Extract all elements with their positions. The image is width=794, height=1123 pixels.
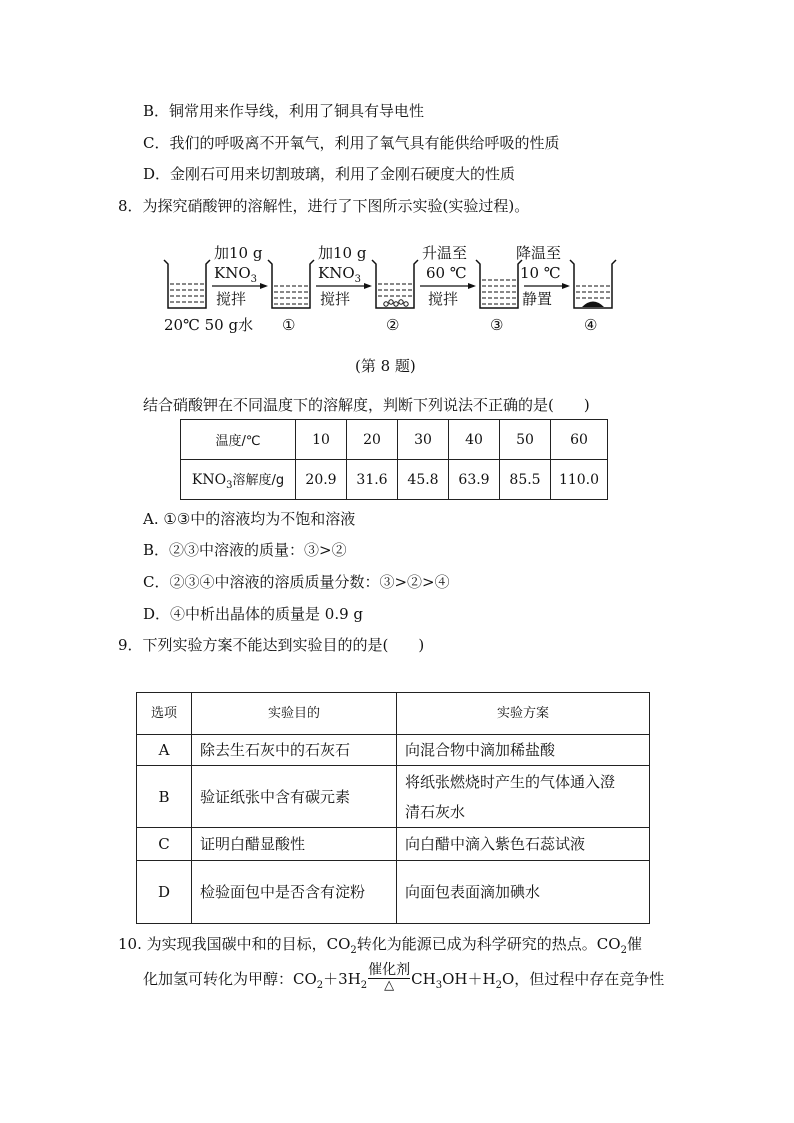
temperature-header: 温度/℃ (181, 420, 296, 460)
solubility-cell: 31.6 (347, 460, 398, 500)
beaker-initial-label: 20℃ 50 g水 (164, 316, 254, 334)
solubility-header: $KNO_3$溶解度/g (181, 460, 296, 500)
step1-top-label: 加10 g (214, 244, 263, 262)
arrow-step-3 (420, 244, 476, 308)
option-header: 选项 (137, 693, 192, 735)
solubility-cell: 110.0 (551, 460, 608, 500)
q8-option-c: C．②③④中溶液的溶质质量分数：③>②>④ (143, 573, 450, 591)
purpose-header: 实验目的 (192, 693, 397, 735)
solubility-table (180, 419, 608, 500)
step1-kno3-label: KNO (214, 264, 251, 282)
purpose-cell: 证明白醋显酸性 (192, 828, 397, 861)
q8-option-a: A. ①③中的溶液均为不饱和溶液 (143, 510, 356, 528)
purpose-cell: 除去生石灰中的石灰石 (192, 735, 397, 766)
arrow-step-1 (212, 244, 268, 308)
step4-bottom-label: 静置 (522, 290, 553, 308)
beaker-3-label: ③ (490, 316, 504, 334)
experiment-plan-table (136, 692, 650, 924)
solubility-cell: 20.9 (296, 460, 347, 500)
temp-cell: 50 (500, 420, 551, 460)
purpose-cell: 验证纸张中含有碳元素 (192, 766, 397, 828)
svg-text:KNO3 (318, 264, 361, 285)
q8-option-b: B．②③中溶液的质量：③>② (143, 541, 347, 559)
step3-mid-label: 60 ℃ (426, 264, 467, 282)
q8-option-d: D．④中析出晶体的质量是 0.9 g (143, 605, 364, 623)
step4-top-label: 降温至 (516, 244, 562, 262)
plan-cell: 向面包表面滴加碘水 (397, 861, 650, 924)
step3-bottom-label: 搅拌 (428, 290, 459, 308)
arrow-step-4 (516, 244, 570, 308)
q7-option-c: C．我们的呼吸离不开氧气，利用了氧气具有能供给呼吸的性质 (143, 134, 560, 152)
option-cell: A (137, 735, 192, 766)
q10-line-2: 化加氢可转化为甲醇：$CO_2+3H_2$ $\frac{\text{催化剂}}{\triangle}$ $CH_3OH+H_2O$，但过程中存在竞争性 (143, 961, 665, 993)
step2-kno3-label: KNO (318, 264, 355, 282)
step2-top-label: 加10 g (318, 244, 367, 262)
q8-experiment-figure (150, 238, 630, 342)
q10-line-1: 10. 为实现我国碳中和的目标，$CO_2$转化为能源已成为科学研究的热点。$CO_2$催 (118, 935, 642, 956)
table-row (137, 693, 650, 735)
solubility-cell: 85.5 (500, 460, 551, 500)
temp-cell: 30 (398, 420, 449, 460)
table-row (181, 460, 608, 500)
option-cell: B (137, 766, 192, 828)
plan-cell: 将纸张燃烧时产生的气体通入澄 清石灰水 (397, 766, 650, 828)
solubility-cell: 63.9 (449, 460, 500, 500)
q7-option-b: B．铜常用来作导线，利用了铜具有导电性 (143, 102, 425, 120)
svg-text:KNO3 (214, 264, 257, 285)
beaker-1-label: ① (282, 316, 296, 334)
beaker-2 (372, 260, 418, 308)
beaker-4 (570, 260, 616, 308)
beaker-initial (164, 260, 210, 308)
temp-cell: 40 (449, 420, 500, 460)
step3-top-label: 升温至 (422, 244, 468, 262)
temp-cell: 20 (347, 420, 398, 460)
reaction-condition: $\frac{\text{催化剂}}{\triangle}$ (368, 961, 411, 993)
temp-cell: 10 (296, 420, 347, 460)
solubility-cell: 45.8 (398, 460, 449, 500)
table-row (181, 420, 608, 460)
step1-bottom-label: 搅拌 (216, 290, 247, 308)
beaker-1 (268, 260, 314, 308)
step2-kno3-sub: 3 (354, 274, 362, 285)
table-row (137, 735, 650, 766)
step1-kno3-sub: 3 (250, 274, 258, 285)
beaker-4-label: ④ (584, 316, 598, 334)
arrow-step-2 (316, 244, 372, 308)
plan-cell: 向混合物中滴加稀盐酸 (397, 735, 650, 766)
step4-mid-label: 10 ℃ (520, 264, 561, 282)
beaker-2-label: ② (386, 316, 400, 334)
figure-caption: (第 8 题) (355, 357, 416, 375)
option-cell: D (137, 861, 192, 924)
q8-stem: 8．为探究硝酸钾的溶解性，进行了下图所示实验(实验过程)。 (118, 197, 530, 215)
step2-bottom-label: 搅拌 (320, 290, 351, 308)
q8-intro: 结合硝酸钾在不同温度下的溶解度，判断下列说法不正确的是( ) (143, 396, 590, 414)
plan-cell: 向白醋中滴入紫色石蕊试液 (397, 828, 650, 861)
table-row (137, 828, 650, 861)
q9-stem: 9．下列实验方案不能达到实验目的的是( ) (118, 636, 425, 654)
table-row (137, 861, 650, 924)
plan-header: 实验方案 (397, 693, 650, 735)
beaker-3 (476, 260, 522, 308)
temp-cell: 60 (551, 420, 608, 460)
q7-option-d: D．金刚石可用来切割玻璃，利用了金刚石硬度大的性质 (143, 165, 516, 183)
purpose-cell: 检验面包中是否含有淀粉 (192, 861, 397, 924)
option-cell: C (137, 828, 192, 861)
table-row (137, 766, 650, 828)
